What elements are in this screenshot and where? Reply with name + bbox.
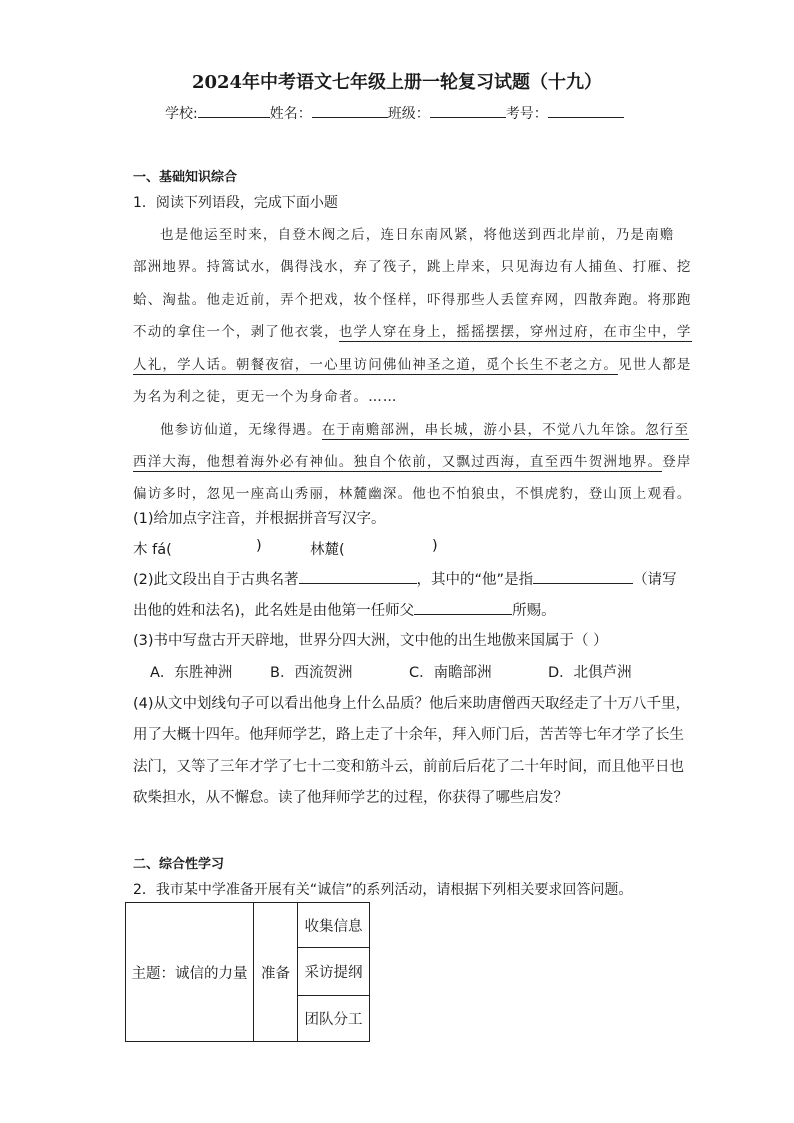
class-label: 班级： [387, 106, 430, 122]
passage-line: 部洲地界。持篙试水，偶得浅水，弃了筏子，跳上岸来，只见海边有人捕鱼、打雁、挖 [133, 259, 692, 275]
question2-intro: 2．我市某中学准备开展有关“诚信”的系列活动，请根据下列相关要求回答问题。 [133, 882, 633, 898]
sub-question-4-line: (4)从文中划线句子可以看出他身上什么品质？他后来助唐僧西天取经走了十万八千里， [133, 696, 691, 712]
sub-question-2-line2 [133, 599, 556, 620]
underlined-sentence: 在于南赡部洲，串长城，游小县，不觉八九年馀。忽行至 [321, 422, 690, 438]
sub-question-4-line: 用了大概十四年。他拜师学艺，路上走了十余年，拜入师门后，苦苦等七年才学了长生 [133, 727, 684, 743]
exam-no-blank[interactable] [548, 103, 624, 118]
sub-question-4-line: 砍柴担水，从不懈怠。读了他拜师学艺的过程，你获得了哪些启发？ [133, 790, 568, 806]
underlined-sentence: 也学人穿在身上，摇摇摆摆，穿州过府，在市尘中，学 [338, 324, 692, 340]
passage-line [133, 320, 692, 340]
underlined-sentence: 人礼，学人话。朝餐夜宿，一心里访问佛仙神圣之道，觅个长生不老之方。 [133, 357, 619, 373]
passage-line: 偏访多时，忽见一座高山秀丽，林麓幽深。他也不怕狼虫，不惧虎豹，登山顶上观看。 [133, 486, 692, 502]
pinyin-item-2-close: ) [432, 538, 438, 554]
sub-question-1: (1)给加点字注音，并根据拼音写汉字。 [133, 511, 386, 527]
character-name-blank[interactable] [533, 569, 633, 584]
exam-no-label: 考号： [505, 106, 548, 122]
pinyin-item-1-close: ) [256, 538, 262, 554]
sub-question-2-line1 [133, 568, 677, 589]
underlined-sentence: 西洋大海，他想着海外必有神仙。独自个依前，又飘过西海，直至西牛贺洲地界。 [133, 454, 663, 470]
passage-line: 为名为利之徒，更无一个为身命者。…… [133, 389, 398, 405]
prep-item-cell: 团队分工 [298, 996, 370, 1042]
pinyin-item-2: 林麓( [310, 542, 345, 558]
passage-line [160, 418, 689, 438]
sub2-text: 所赐。 [512, 603, 556, 619]
section1-heading: 一、基础知识综合 [133, 170, 238, 185]
prep-cell: 准备 [254, 903, 298, 1042]
passage-text: 不动的拿住一个，剥了他衣裳， [133, 324, 339, 340]
passage-line [133, 450, 692, 470]
sub2-text: 出他的姓和法名)，此名姓是由他第一任师父 [133, 603, 415, 619]
sub-question-3: (3)书中写盘古开天辟地，世界分四大洲，文中他的出生地傲来国属于（ ） [133, 633, 608, 649]
name-blank[interactable] [312, 103, 388, 118]
passage-text: 登岸 [662, 454, 692, 470]
school-blank[interactable] [198, 103, 270, 118]
passage-line: 蛤、淘盐。他走近前，弄个把戏，妆个怪样，吓得那些人丢筐弃网，四散奔跑。将那跑 [133, 292, 692, 308]
school-label: 学校: [165, 106, 198, 122]
sub2-text: ，其中的“他”是指 [416, 572, 534, 588]
option-b[interactable]: B．西流贺洲 [270, 665, 353, 681]
section2-heading: 二、综合性学习 [133, 857, 225, 872]
prep-item-cell: 采访提纲 [298, 948, 370, 996]
name-label: 姓名： [269, 106, 312, 122]
passage-line [133, 353, 692, 373]
prep-item-cell: 收集信息 [298, 903, 370, 948]
question1-intro: 1．阅读下列语段，完成下面小题 [133, 195, 338, 211]
option-c[interactable]: C．南瞻部洲 [409, 665, 492, 681]
sub2-text: (2)此文段出自于古典名著 [133, 572, 299, 588]
passage-text: 见世人都是 [618, 357, 692, 373]
sub2-text: （请写 [633, 572, 677, 588]
passage-text: 他参访仙道，无缘得遇。 [160, 422, 322, 438]
student-info-row [165, 103, 624, 123]
theme-cell: 主题：诚信的力量 [126, 903, 254, 1042]
class-blank[interactable] [430, 103, 506, 118]
passage-line: 也是他运至时来，自登木阀之后，连日东南风紧，将他送到西北岸前，乃是南赡 [160, 227, 675, 243]
pinyin-item-1: 木 fá( [133, 542, 172, 558]
book-title-blank[interactable] [299, 569, 417, 584]
option-d[interactable]: D．北俱芦洲 [548, 665, 632, 681]
page-title: 2024年中考语文七年级上册一轮复习试题（十九） [191, 72, 603, 93]
option-a[interactable]: A．东胜神洲 [150, 665, 233, 681]
activity-plan-table [125, 902, 370, 1042]
sub-question-4-line: 法门，又等了三年才学了七十二变和筋斗云，前前后后花了二十年时间，而且他平日也 [133, 759, 684, 775]
teacher-name-blank[interactable] [414, 600, 512, 615]
